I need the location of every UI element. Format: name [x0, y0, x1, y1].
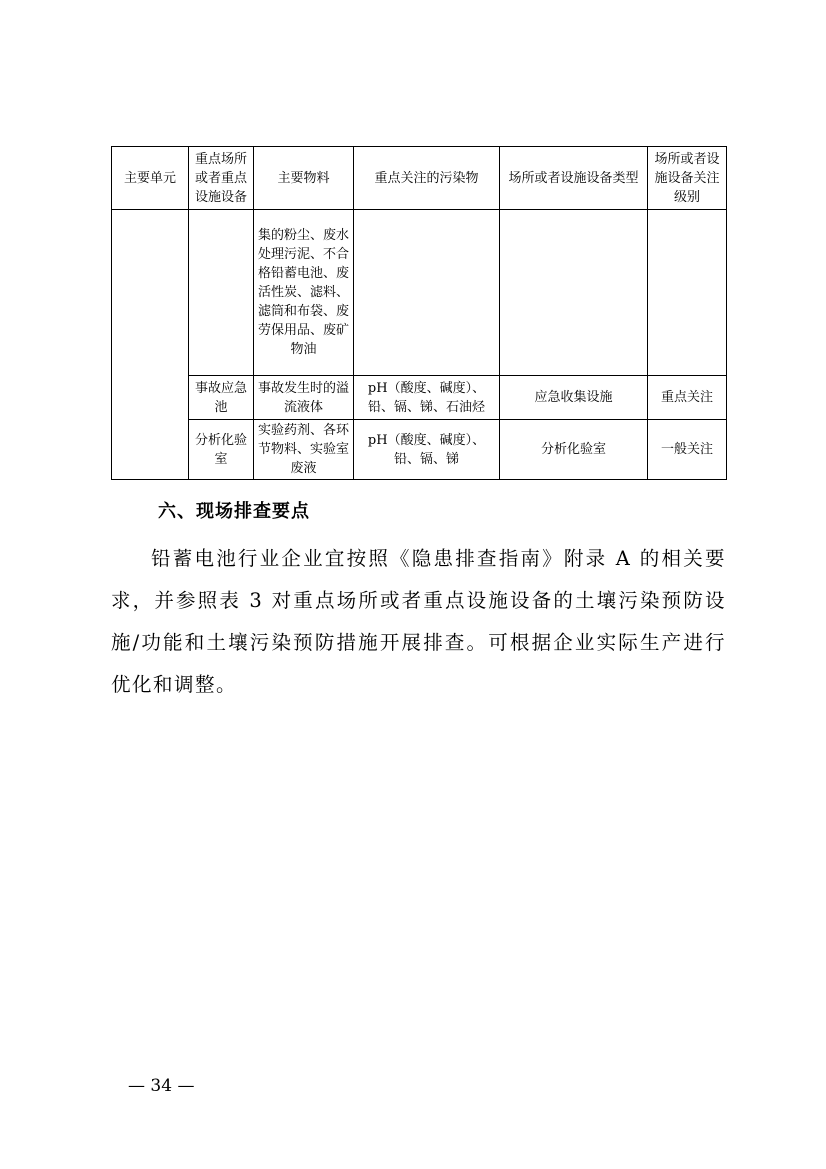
pollutants-cell — [354, 210, 500, 376]
type-cell: 应急收集设施 — [500, 376, 648, 420]
header-main-unit: 主要单元 — [112, 147, 189, 210]
facility-cell — [189, 210, 254, 376]
pollutants-cell: pH（酸度、碱度）、铅、镉、锑、石油烃 — [354, 376, 500, 420]
main-unit-cell — [112, 210, 189, 480]
header-facility-type: 场所或者设施设备类型 — [500, 147, 648, 210]
level-cell — [648, 210, 727, 376]
material-cell: 实验药剂、各环节物料、实验室废液 — [254, 420, 354, 480]
section-heading: 六、现场排查要点 — [158, 501, 310, 522]
table-row — [112, 376, 727, 420]
material-cell: 事故发生时的溢流液体 — [254, 376, 354, 420]
level-cell: 一般关注 — [648, 420, 727, 480]
body-paragraph: 铅蓄电池行业企业宜按照《隐患排查指南》附录 A 的相关要求，并参照表 3 对重点场所或者重点设施设备的土壤污染预防设施/功能和土壤污染预防措施开展排查。可根据企业实际生产进行优化和调整。 — [111, 547, 726, 696]
table-row — [112, 420, 727, 480]
pollutants-cell: pH（酸度、碱度）、铅、镉、锑 — [354, 420, 500, 480]
table-header-row — [112, 147, 727, 210]
type-cell — [500, 210, 648, 376]
page-number: — 34 — — [128, 1076, 195, 1096]
level-cell: 重点关注 — [648, 376, 727, 420]
header-key-pollutants: 重点关注的污染物 — [354, 147, 500, 210]
facility-cell: 事故应急池 — [189, 376, 254, 420]
table-row — [112, 210, 727, 376]
facility-table — [111, 146, 727, 480]
material-cell: 集的粉尘、废水处理污泥、不合格铅蓄电池、废活性炭、滤料、滤筒和布袋、废劳保用品、废矿物油 — [254, 210, 354, 376]
header-attention-level: 场所或者设施设备关注级别 — [648, 147, 727, 210]
header-key-facility: 重点场所或者重点设施设备 — [189, 147, 254, 210]
type-cell: 分析化验室 — [500, 420, 648, 480]
header-main-material: 主要物料 — [254, 147, 354, 210]
facility-cell: 分析化验室 — [189, 420, 254, 480]
